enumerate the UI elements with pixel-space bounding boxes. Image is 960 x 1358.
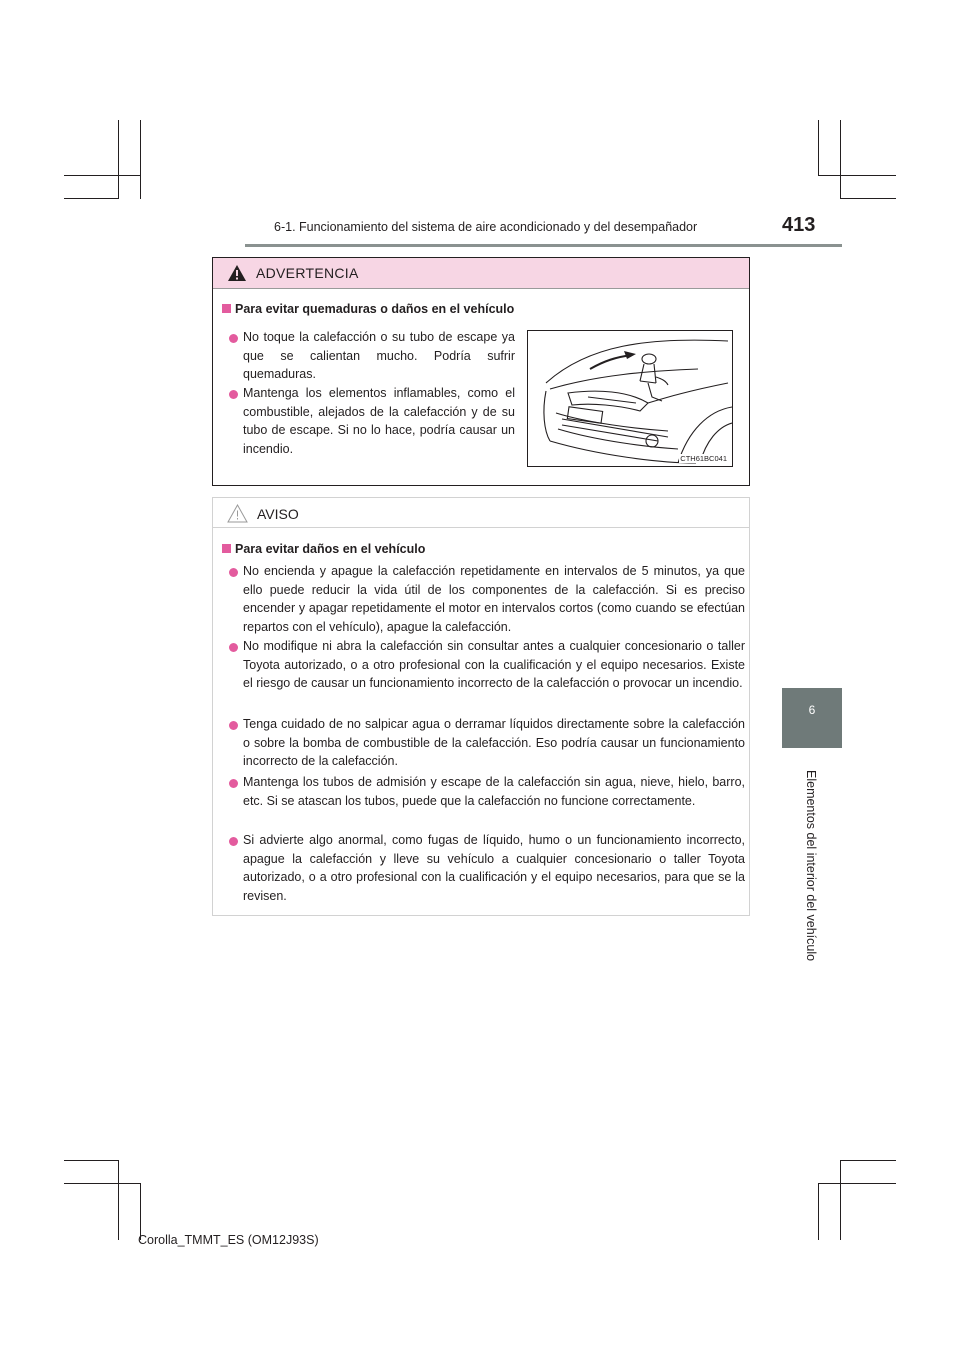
crop-mark: [818, 120, 819, 176]
crop-mark: [64, 198, 118, 199]
chapter-side-title: [804, 770, 818, 970]
car-front-illustration: [528, 331, 732, 466]
notice-item: Mantenga los tubos de admisión y escape de la calefacción sin agua, nieve, hielo, barro, etc. Si se atascan los tubos, puede que la calefacción no funcione correctamente.: [243, 775, 745, 808]
warning-box: [212, 257, 750, 486]
crop-mark: [140, 120, 141, 199]
square-bullet-icon: [222, 304, 231, 313]
notice-subtitle: [222, 542, 425, 556]
warning-header: [213, 258, 749, 289]
crop-mark: [818, 1183, 896, 1184]
crop-mark: [818, 1183, 819, 1240]
header-rule: [245, 244, 842, 247]
warning-item: No toque la calefacción o su tubo de escape ya que se calientan mucho. Podría sufrir quemaduras.: [243, 330, 515, 381]
warning-item: Mantenga los elementos inflamables, como el combustible, alejados de la calefacción y de su tubo de escape. Si no lo hace, podría causar un incendio.: [243, 386, 515, 456]
caution-triangle-icon: [227, 504, 248, 523]
notice-item: Tenga cuidado de no salpicar agua o derramar líquidos directamente sobre la calefacción o sobre la bomba de combustible de la calefacción. Eso podría causar un funcionamiento incorrecto de la calefacción.: [243, 717, 745, 768]
crop-mark: [64, 175, 140, 176]
notice-header: [213, 498, 749, 528]
crop-mark: [64, 1183, 140, 1184]
bullet-dot-icon: [229, 837, 238, 846]
notice-title: AVISO: [257, 506, 299, 522]
bullet-dot-icon: [229, 390, 238, 399]
crop-mark: [840, 198, 896, 199]
warning-title: ADVERTENCIA: [256, 265, 359, 281]
bullet-dot-icon: [229, 779, 238, 788]
manual-code: Corolla_TMMT_ES (OM12J93S): [138, 1233, 319, 1247]
crop-mark: [64, 1160, 118, 1161]
notice-item: No modifique ni abra la calefacción sin consultar antes a cualquier concesionario o taller Toyota autorizado, o a otro profesional con la cualificación y el equipo necesarios. Existe el riesgo de causar un funcionamiento incorrecto de la calefacción o provocar un incendio.: [243, 639, 745, 690]
illustration-code: CTH61BC041: [680, 454, 727, 463]
heater-location-illustration: [527, 330, 733, 467]
bullet-dot-icon: [229, 334, 238, 343]
section-title: 6-1. Funcionamiento del sistema de aire acondicionado y del desempañador: [274, 220, 698, 234]
chapter-title-text: Elementos del interior del vehículo: [804, 770, 818, 962]
notice-box: [212, 497, 750, 916]
crop-mark: [840, 1160, 896, 1161]
bullet-dot-icon: [229, 568, 238, 577]
bullet-dot-icon: [229, 721, 238, 730]
notice-item: No encienda y apague la calefacción repetidamente en intervalos de 5 minutos, ya que ello puede reducir la vida útil de los componentes de la calefacción. Si es preciso encender y apagar repetidamente el motor en intervalos cortos (como cuando se efectúan repartos con el vehículo), apague la calefacción.: [243, 564, 745, 634]
warning-subtitle: [222, 302, 514, 316]
warning-triangle-icon: [227, 264, 247, 282]
crop-mark: [840, 120, 841, 199]
crop-mark: [140, 1183, 141, 1240]
crop-mark: [118, 1160, 119, 1240]
crop-mark: [818, 175, 896, 176]
square-bullet-icon: [222, 544, 231, 553]
crop-mark: [840, 1160, 841, 1240]
bullet-dot-icon: [229, 643, 238, 652]
notice-subtitle-text: Para evitar daños en el vehículo: [235, 542, 426, 556]
crop-mark: [118, 120, 119, 199]
chapter-tab: 6: [782, 688, 842, 748]
page-number: 413: [782, 214, 816, 236]
warning-subtitle-text: Para evitar quemaduras o daños en el vehículo: [235, 302, 515, 316]
notice-item: Si advierte algo anormal, como fugas de líquido, humo o un funcionamiento incorrecto, apague la calefacción y lleve su vehículo a cualquier concesionario o taller Toyota autorizado, o a otro profesional con la cualificación y el equipo necesarios, para que se la revisen.: [243, 833, 745, 903]
